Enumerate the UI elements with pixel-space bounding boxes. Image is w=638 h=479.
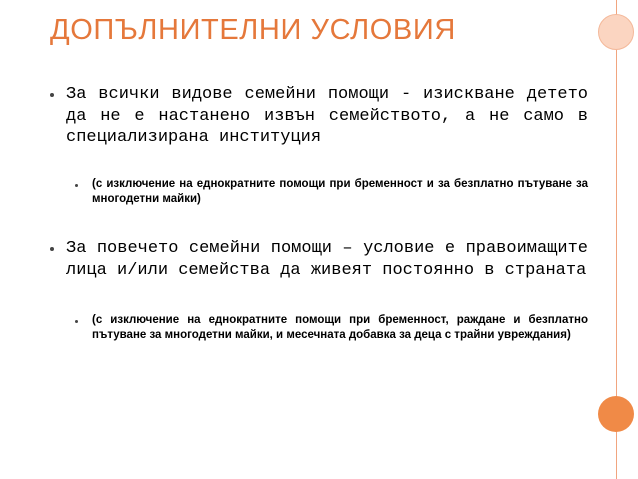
bullet-icon [50, 247, 54, 251]
sub-bullet-icon [75, 184, 78, 187]
decorative-circle-top [598, 14, 634, 50]
sub-bullet-icon [75, 320, 78, 323]
bullet-item-1: За всички видове семейни помощи - изискване детето да не е настанено извън семейството, а не само в специализирана институция [66, 85, 588, 147]
sub-bullet-item-2: (с изключение на еднократните помощи при бременност, раждане и безплатно пътуване за многодетни майки, и месечната добавка за деца с трайни увреждания) [92, 314, 588, 341]
sub-bullet-item-1: (с изключение на еднократните помощи при бременност и за безплатно пътуване за многодетни майки) [92, 178, 588, 205]
bullet-icon [50, 93, 54, 97]
decorative-circle-bottom [598, 396, 634, 432]
slide-title: ДОПЪЛНИТЕЛНИ УСЛОВИЯ [50, 14, 456, 46]
bullet-item-2: За повечето семейни помощи – условие е правоимащите лица и/или семейства да живеят постоянно в страната [66, 239, 588, 280]
